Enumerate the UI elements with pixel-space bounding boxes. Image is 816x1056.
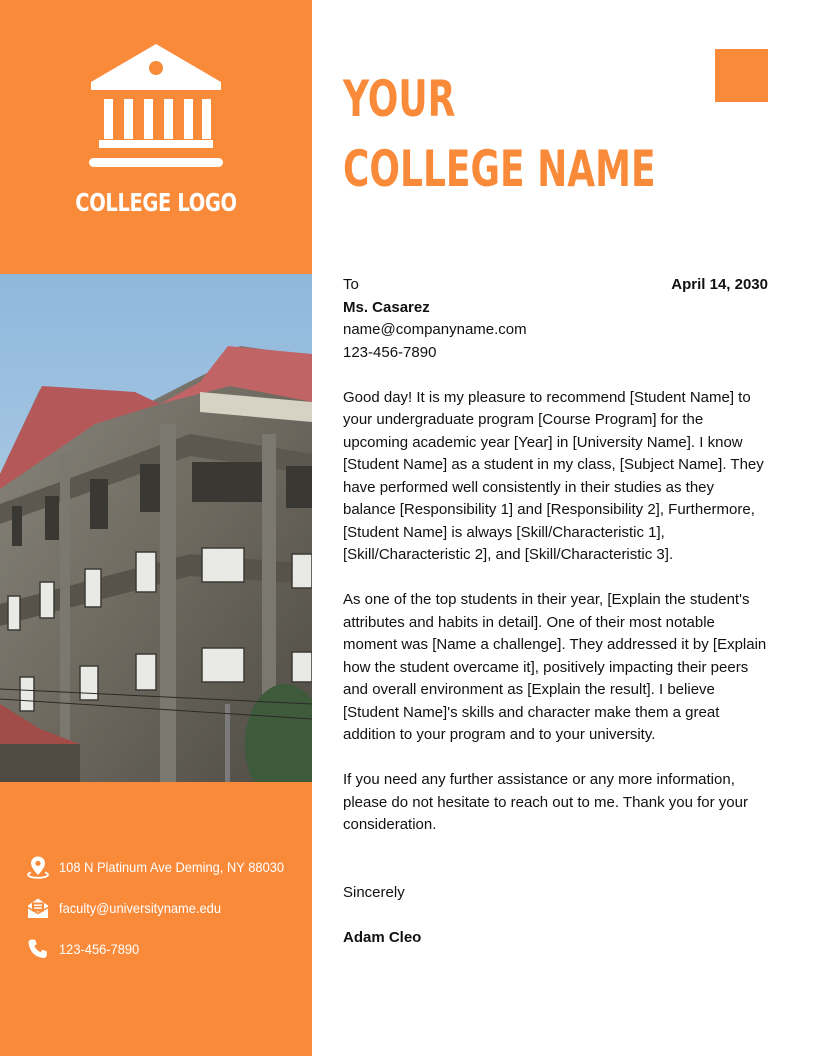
contact-email <box>26 896 306 920</box>
college-name-line-1: YOUR <box>343 70 456 128</box>
address-text: 108 N Platinum Ave Deming, NY 88030 <box>59 859 285 875</box>
letter-paragraph-3: If you need any further assistance or any more information, please do not hesitate to reach out to me. Thank you for your consideration. <box>343 771 748 833</box>
contact-info <box>26 855 306 978</box>
letter-closing: Sincerely <box>343 883 405 901</box>
recipient-email: name@companyname.com <box>343 321 527 338</box>
recipient-phone: 123-456-7890 <box>343 343 437 361</box>
letter-paragraph-1: Good day! It is my pleasure to recommend [Student Name] to your undergraduate program [Course Program] for the upcoming academic year [Year] in [University Name]. I know [Student Name] as a student in my class, [Subject Name]. They have performed well consistently in their studies as they balance [Responsibility 1] and [Responsibility 2], Furthermore, [Student Name] is always [Skill/Characteristic 1], [Skill/Characteristic 2], and [Skill/Characteristic 3]. <box>343 388 764 563</box>
college-name-heading <box>343 64 656 204</box>
to-label: To <box>343 276 359 293</box>
college-name-line-2: COLLEGE NAME <box>343 140 656 198</box>
contact-phone <box>26 937 306 961</box>
letter-date: April 14, 2030 <box>671 276 768 293</box>
phone-icon <box>26 937 50 961</box>
phone-text[interactable]: 123-456-7890 <box>59 941 140 957</box>
accent-square <box>715 49 768 102</box>
sidebar <box>0 0 312 1056</box>
college-logo <box>0 0 312 274</box>
contact-address <box>26 855 306 879</box>
letter-paragraph-2: As one of the top students in their year, [Explain the student's attributes and habits in detail]. One of their most notable moment was [Name a challenge]. They addressed it by [Explain how the student overcame it], positively impacting their peers and overall environment as [Explain the result]. I believe [Student Name]'s skills and character make them a great addition to your program and to your university. <box>343 591 767 743</box>
letter-body <box>343 274 768 949</box>
recipient-name: Ms. Casarez <box>343 298 430 316</box>
envelope-icon <box>26 896 50 920</box>
location-pin-icon <box>26 855 50 879</box>
college-logo-text: COLLEGE LOGO <box>75 188 237 217</box>
email-text[interactable]: faculty@universityname.edu <box>59 900 221 916</box>
campus-building-photo <box>0 274 312 782</box>
letter-signature: Adam Cleo <box>343 928 422 946</box>
college-building-icon <box>87 44 225 172</box>
